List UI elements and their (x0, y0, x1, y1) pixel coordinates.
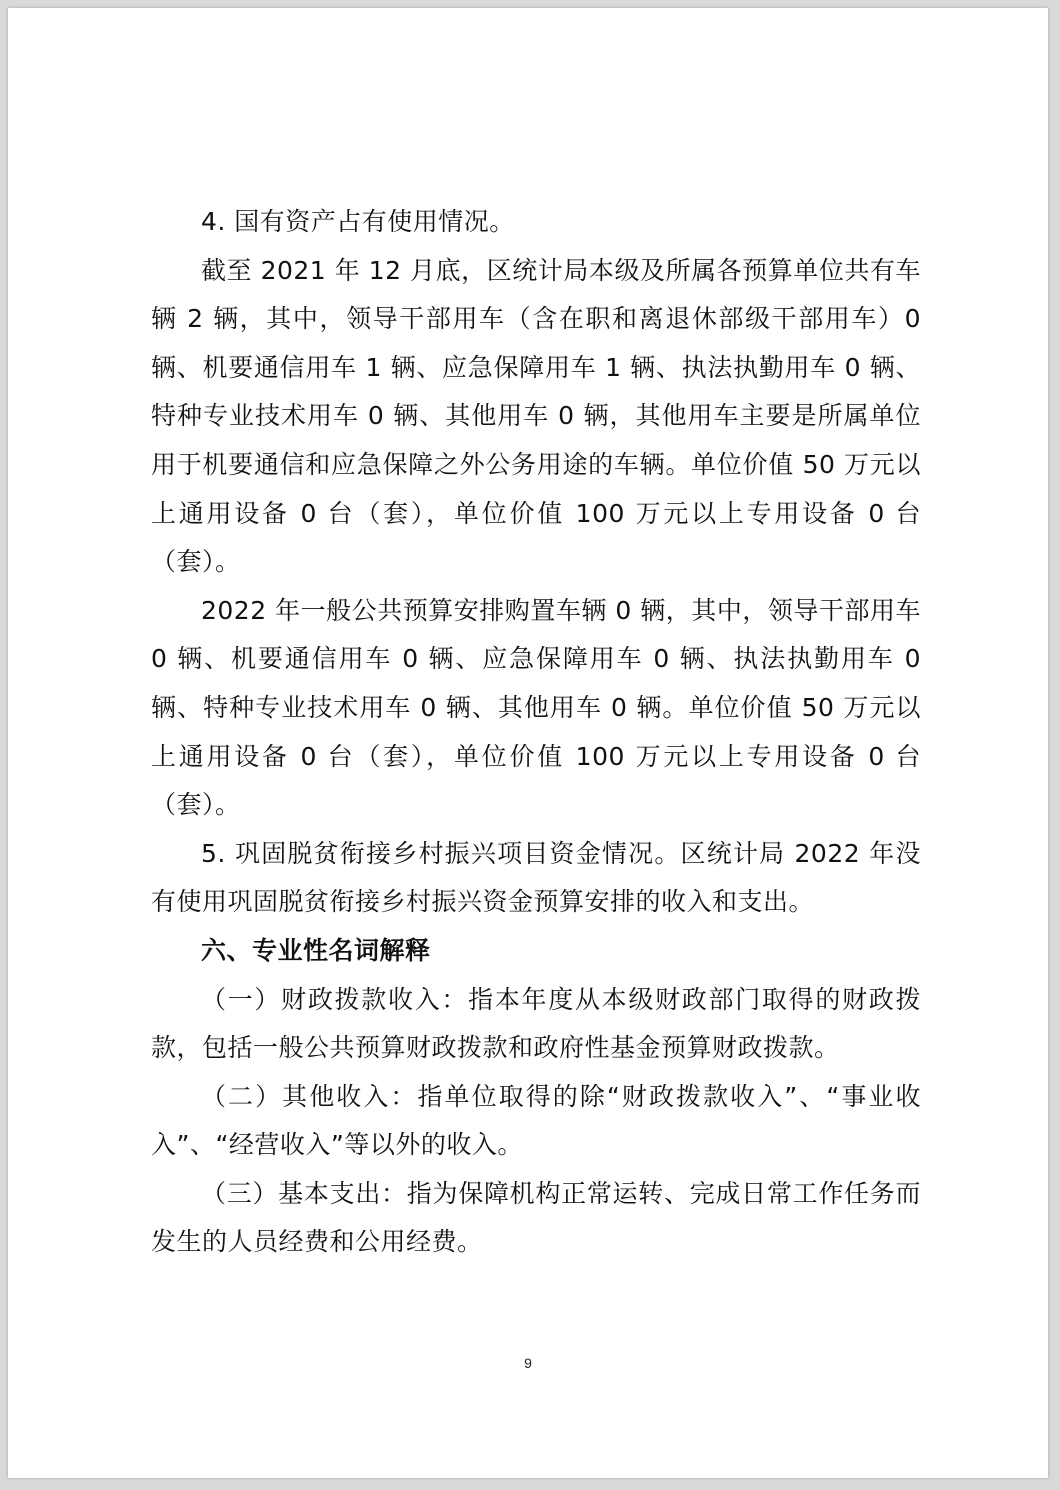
page-body (151, 198, 921, 1267)
page-number: 9 (524, 1355, 532, 1371)
section-heading-terms: 六、专业性名词解释 (201, 935, 431, 965)
paragraph-term-other-income: （二）其他收入：指单位取得的除“财政拨款收入”、“事业收入”、“经营收入”等以外的收入。 (151, 1081, 921, 1160)
paragraph-vehicles-2021: 截至 2021 年 12 月底，区统计局本级及所属各预算单位共有车辆 2 辆，其中，领导干部用车（含在职和离退休部级干部用车）0 辆、机要通信用车 1 辆、应急保障用车 1 辆、执法执勤用车 0 辆、特种专业技术用车 0 辆、其他用车 0 辆，其他用车主要是所属单位用于机要通信和应急保障之外公务用途的车辆。单位价值 50 万元以上通用设备 0 台（套），单位价值 100 万元以上专用设备 0 台（套）。 (151, 255, 921, 577)
paragraph-rural-revitalization-funds: 5. 巩固脱贫衔接乡村振兴项目资金情况。区统计局 2022 年没有使用巩固脱贫衔接乡村振兴资金预算安排的收入和支出。 (151, 838, 921, 917)
paragraph-term-fiscal-appropriation: （一）财政拨款收入：指本年度从本级财政部门取得的财政拨款，包括一般公共预算财政拨款和政府性基金预算财政拨款。 (151, 984, 921, 1063)
paragraph-vehicles-2022: 2022 年一般公共预算安排购置车辆 0 辆，其中，领导干部用车 0 辆、机要通信用车 0 辆、应急保障用车 0 辆、执法执勤用车 0 辆、特种专业技术用车 0 辆、其他用车 0 辆。单位价值 50 万元以上通用设备 0 台（套），单位价值 100 万元以上专用设备 0 台（套）。 (151, 595, 921, 820)
paragraph-term-basic-expenditure: （三）基本支出：指为保障机构正常运转、完成日常工作任务而发生的人员经费和公用经费。 (151, 1178, 921, 1257)
paragraph-asset-usage-title: 4. 国有资产占有使用情况。 (201, 207, 515, 236)
document-page (8, 8, 1048, 1478)
